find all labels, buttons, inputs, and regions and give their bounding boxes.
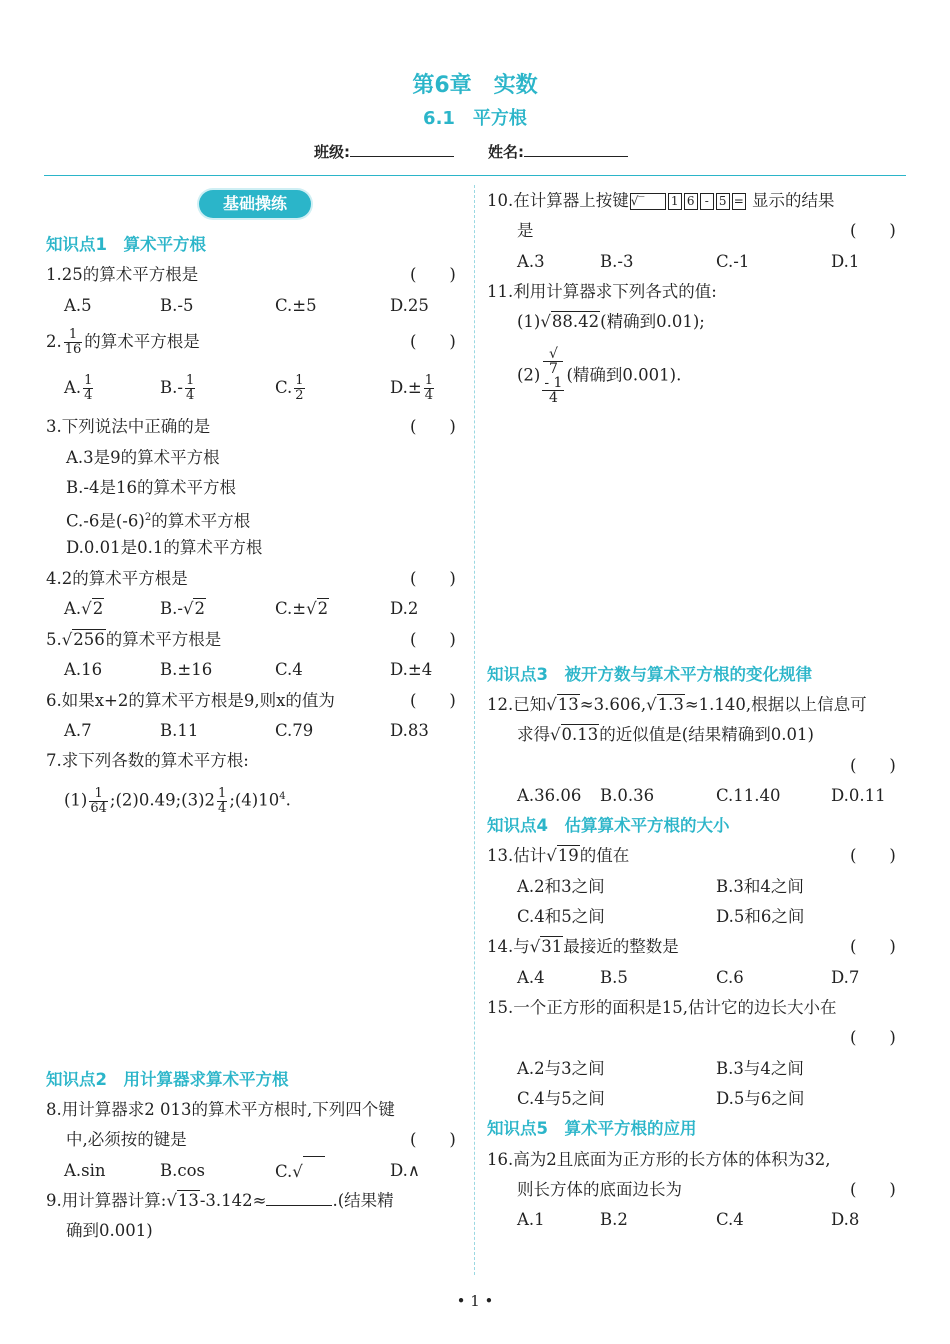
q5-option-a[interactable]: A.16: [64, 660, 103, 679]
kp3-heading: 知识点3 被开方数与算术平方根的变化规律: [487, 665, 812, 684]
q8-option-c[interactable]: C.√: [275, 1156, 325, 1186]
q16-option-b[interactable]: B.2: [600, 1210, 628, 1229]
q5-option-c[interactable]: C.4: [275, 660, 303, 679]
q13-option-a[interactable]: A.2和3之间: [517, 877, 605, 896]
q12-option-c[interactable]: C.11.40: [716, 786, 781, 805]
q2-answer-paren[interactable]: ( ): [410, 332, 456, 351]
q10-option-a[interactable]: A.3: [517, 252, 545, 271]
q12-stem-line2: 求得√0.13的近似值是(结果精确到0.01): [517, 725, 814, 744]
q8-option-a[interactable]: A.sin: [64, 1161, 106, 1180]
q3-option-a[interactable]: A.3是9的算术平方根: [66, 448, 220, 467]
q16-stem-line2: 则长方体的底面边长为: [517, 1180, 682, 1199]
q10-stem-line1: 10.在计算器上按键 √‾ 1 6 - 5 = 显示的结果: [487, 191, 835, 210]
name-field[interactable]: [488, 140, 628, 162]
kp2-heading: 知识点2 用计算器求算术平方根: [46, 1070, 289, 1089]
q12-option-a[interactable]: A.36.06: [517, 786, 582, 805]
q10-option-b[interactable]: B.-3: [600, 252, 634, 271]
q4-answer-paren[interactable]: ( ): [410, 569, 456, 588]
q1-answer-paren[interactable]: ( ): [410, 265, 456, 284]
q6-stem: 6.如果x+2的算术平方根是9,则x的值为: [46, 691, 335, 710]
q5-option-d[interactable]: D.±4: [390, 660, 433, 679]
q12-option-b[interactable]: B.0.36: [600, 786, 655, 805]
q1-option-b[interactable]: B.-5: [160, 296, 194, 315]
q14-option-a[interactable]: A.4: [517, 968, 545, 987]
q3-option-c[interactable]: C.-6是$(-6)^2$的算术平方根: [66, 511, 251, 531]
q10-answer-paren[interactable]: ( ): [850, 221, 896, 240]
q4-option-b[interactable]: B.-√2: [160, 599, 205, 618]
q8-option-d[interactable]: D.∧: [390, 1161, 420, 1180]
q12-stem-line1: 12.已知√13≈3.606,√1.3≈1.140,根据以上信息可: [487, 695, 867, 714]
q10-option-c[interactable]: C.-1: [716, 252, 750, 271]
key-6: 6: [684, 193, 698, 210]
q3-option-b[interactable]: B.-4是16的算术平方根: [66, 478, 236, 497]
q7-stem: 7.求下列各数的算术平方根:: [46, 751, 249, 770]
header-divider: [44, 175, 906, 176]
name-label: 姓名:: [488, 143, 524, 161]
q11-part2: (2) √ 7 - 1 4 (精确到0.001).: [517, 346, 682, 406]
column-divider: [474, 185, 475, 1275]
section-title: 6.1 平方根: [423, 108, 527, 129]
q7-items: (1) $\frac{1}{64}$ ;(2)0.49;(3)2 $\frac{1}{4}$ $;(4)10^4$.: [64, 785, 291, 816]
q14-option-d[interactable]: D.7: [831, 968, 860, 987]
q16-answer-paren[interactable]: ( ): [850, 1180, 896, 1199]
q12-answer-paren[interactable]: ( ): [850, 756, 896, 775]
q16-option-a[interactable]: A.1: [517, 1210, 545, 1229]
q11-stem: 11.利用计算器求下列各式的值:: [487, 282, 717, 301]
q1-option-a[interactable]: A.5: [64, 296, 92, 315]
q2-option-c[interactable]: C. $\frac{1}{2}$: [275, 373, 304, 403]
q2-option-a[interactable]: A. $\frac{1}{4}$: [64, 373, 93, 403]
class-label: 班级:: [314, 143, 350, 161]
q14-stem: 14.与√31最接近的整数是: [487, 937, 679, 956]
q11-part1: (1)√88.42(精确到0.01);: [517, 312, 705, 331]
basic-practice-badge: 基础操练: [199, 190, 311, 218]
q1-option-d[interactable]: D.25: [390, 296, 429, 315]
page-number: • 1 •: [456, 1292, 494, 1310]
q13-stem: 13.估计√19的值在: [487, 846, 630, 865]
q16-option-d[interactable]: D.8: [831, 1210, 860, 1229]
q6-option-b[interactable]: B.11: [160, 721, 199, 740]
q1-stem: 1.25的算术平方根是: [46, 265, 199, 284]
chapter-title: 第6章 实数: [412, 73, 538, 98]
key-minus: -: [700, 193, 714, 210]
q1-option-c[interactable]: C.±5: [275, 296, 317, 315]
q16-stem-line1: 16.高为2且底面为正方形的长方体的体积为32,: [487, 1150, 831, 1169]
q8-option-b[interactable]: B.cos: [160, 1161, 206, 1180]
q13-option-c[interactable]: C.4和5之间: [517, 907, 605, 926]
q16-option-c[interactable]: C.4: [716, 1210, 744, 1229]
key-equals: =: [733, 194, 744, 208]
key-1: 1: [668, 193, 682, 210]
q6-option-c[interactable]: C.79: [275, 721, 314, 740]
q15-answer-paren[interactable]: ( ): [850, 1028, 896, 1047]
q4-option-c[interactable]: C.±√2: [275, 599, 329, 618]
q14-option-b[interactable]: B.5: [600, 968, 628, 987]
q15-option-c[interactable]: C.4与5之间: [517, 1089, 605, 1108]
q3-stem: 3.下列说法中正确的是: [46, 417, 211, 436]
q15-option-d[interactable]: D.5与6之间: [716, 1089, 805, 1108]
q4-stem: 4.2的算术平方根是: [46, 569, 188, 588]
kp1-heading: 知识点1 算术平方根: [46, 235, 206, 254]
q13-answer-paren[interactable]: ( ): [850, 846, 896, 865]
class-field[interactable]: [314, 140, 454, 162]
q4-option-a[interactable]: A.√2: [64, 599, 104, 618]
q14-answer-paren[interactable]: ( ): [850, 937, 896, 956]
q14-option-c[interactable]: C.6: [716, 968, 744, 987]
q12-option-d[interactable]: D.0.11: [831, 786, 886, 805]
q8-answer-paren[interactable]: ( ): [410, 1130, 456, 1149]
q2-stem: 2. $\frac{1}{16}$ 的算术平方根是: [46, 327, 200, 357]
q9-stem-line1: 9.用计算器计算:√13-3.142≈ .(结果精: [46, 1191, 394, 1210]
q9-answer-blank[interactable]: [266, 1189, 332, 1206]
q8-stem-line1: 8.用计算器求2 013的算术平方根时,下列四个键: [46, 1100, 395, 1119]
q13-option-d[interactable]: D.5和6之间: [716, 907, 805, 926]
q5-stem: 5.√256的算术平方根是: [46, 630, 222, 649]
q10-stem-line2: 是: [517, 221, 534, 240]
q3-option-d[interactable]: D.0.01是0.1的算术平方根: [66, 538, 263, 557]
q8-stem-line2: 中,必须按的键是: [66, 1130, 187, 1149]
q15-option-b[interactable]: B.3与4之间: [716, 1059, 804, 1078]
key-5: 5: [716, 193, 730, 210]
q6-option-d[interactable]: D.83: [390, 721, 429, 740]
kp5-heading: 知识点5 算术平方根的应用: [487, 1119, 697, 1138]
q5-option-b[interactable]: B.±16: [160, 660, 213, 679]
q15-option-a[interactable]: A.2与3之间: [517, 1059, 605, 1078]
q9-stem-line2: 确到0.001): [66, 1221, 153, 1240]
q3-answer-paren[interactable]: ( ): [410, 417, 456, 436]
kp4-heading: 知识点4 估算算术平方根的大小: [487, 816, 730, 835]
q4-option-d[interactable]: D.2: [390, 599, 419, 618]
q10-option-d[interactable]: D.1: [831, 252, 860, 271]
q13-option-b[interactable]: B.3和4之间: [716, 877, 804, 896]
q6-option-a[interactable]: A.7: [64, 721, 92, 740]
sqrt-key-icon: √‾: [630, 193, 666, 210]
q2-option-b[interactable]: B.- $\frac{1}{4}$: [160, 373, 195, 403]
q6-answer-paren[interactable]: ( ): [410, 691, 456, 710]
q2-option-d[interactable]: D.± $\frac{1}{4}$: [390, 373, 433, 403]
q15-stem: 15.一个正方形的面积是15,估计它的边长大小在: [487, 998, 837, 1017]
q5-answer-paren[interactable]: ( ): [410, 630, 456, 649]
